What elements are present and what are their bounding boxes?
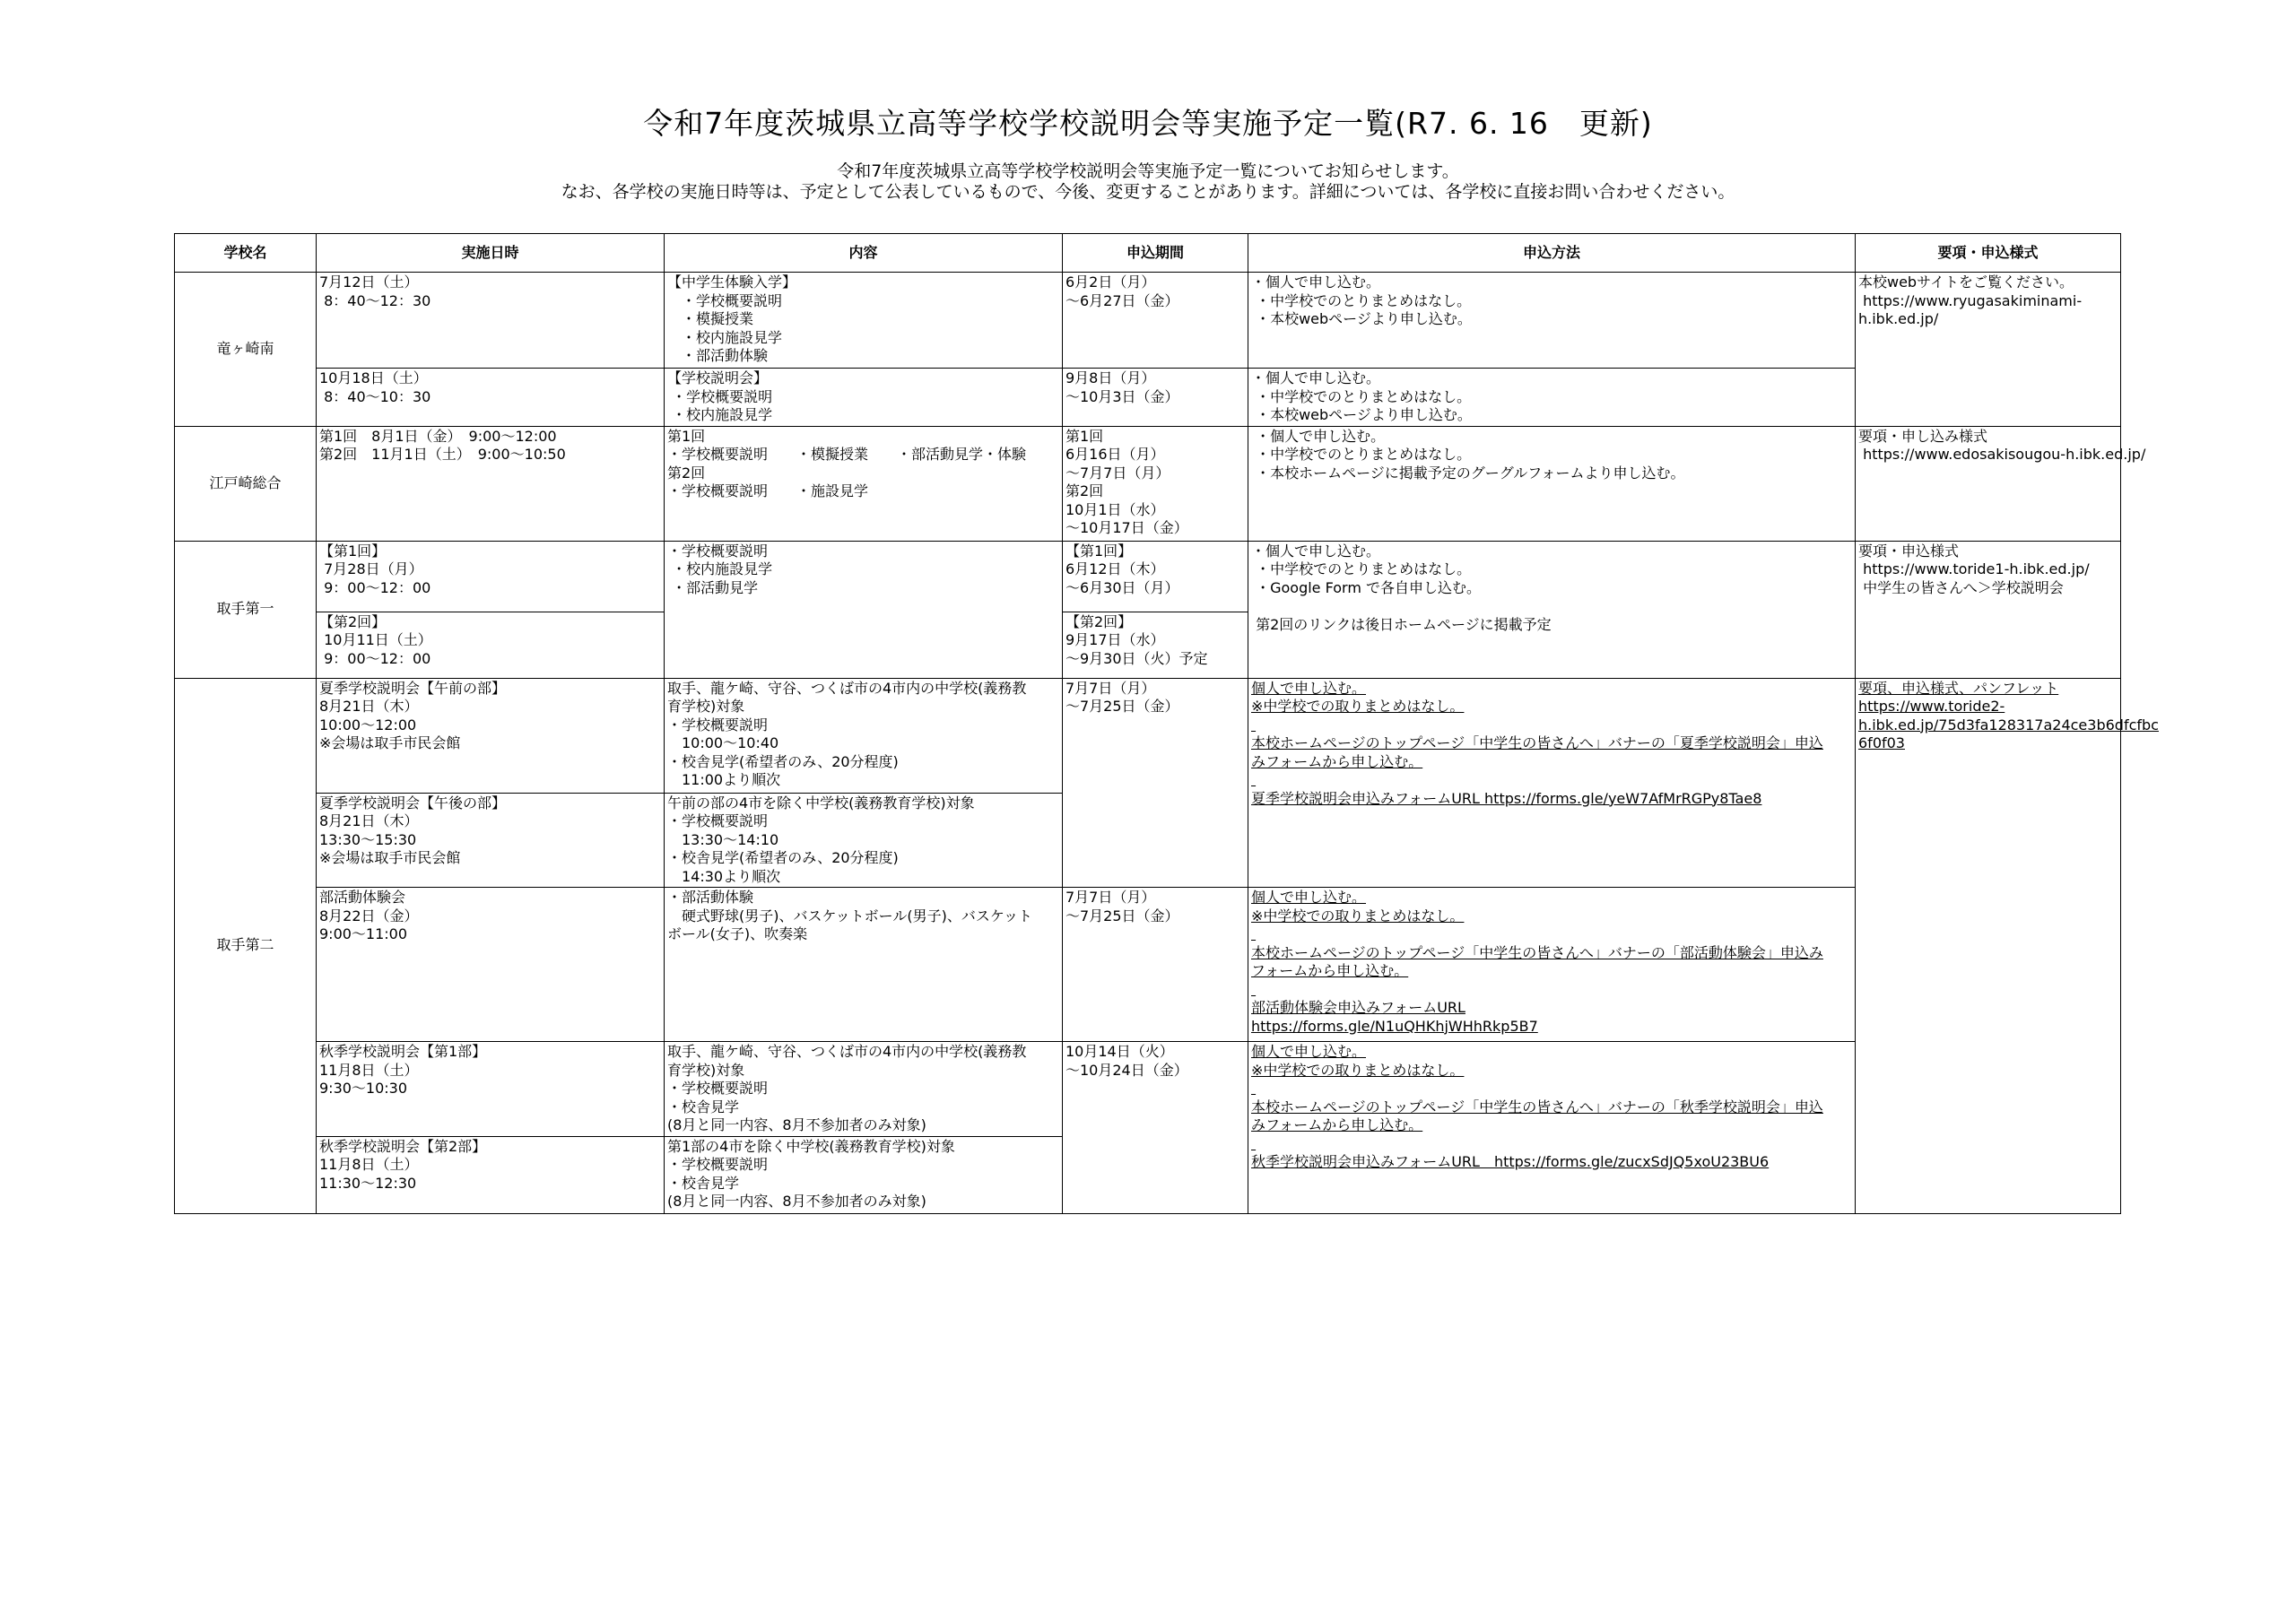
cell-line: 第1回 bbox=[667, 427, 706, 445]
cell-line: ・模擬授業 bbox=[667, 310, 754, 327]
cell-line: 9:00～11:00 bbox=[319, 925, 408, 942]
cell-line: 第2回 bbox=[1065, 482, 1104, 499]
content-cell bbox=[665, 426, 1063, 541]
cell-line: 第2回 bbox=[667, 464, 706, 482]
table-row bbox=[175, 888, 2121, 1042]
cell-line: 10月11日（土） bbox=[319, 631, 432, 648]
cell-line: 7月28日（月） bbox=[319, 560, 423, 577]
cell-line: ・学校概要説明 bbox=[667, 812, 769, 829]
cell-line: ※中学校での取りまとめはなし。 bbox=[1251, 907, 1465, 924]
cell-line: 午前の部の4市を除く中学校(義務教育学校)対象 bbox=[667, 794, 975, 812]
school-name: 江戸崎総合 bbox=[175, 426, 317, 541]
period-cell bbox=[1063, 678, 1248, 888]
cell-line: 個人で申し込む。 bbox=[1251, 1043, 1367, 1060]
cell-line: みフォームから申し込む。 bbox=[1251, 752, 1423, 770]
cell-line: 本校ホームページのトップページ「中学生の皆さんへ」バナーの「部活動体験会」申込み bbox=[1251, 943, 1823, 961]
cell-line: (8月と同一内容、8月不参加者のみ対象) bbox=[667, 1193, 926, 1210]
header-content: 内容 bbox=[665, 234, 1063, 273]
content-cell bbox=[665, 678, 1063, 793]
cell-line: h.ibk.ed.jp/ bbox=[1858, 310, 1939, 327]
cell-line: ・学校概要説明 bbox=[667, 1080, 769, 1097]
method-cell bbox=[1248, 888, 1856, 1042]
header-method: 申込方法 bbox=[1248, 234, 1856, 273]
table-row bbox=[175, 541, 2121, 612]
cell-line: 10:00～10:40 bbox=[667, 734, 779, 751]
cell-line: ・校舎見学(希望者のみ、20分程度) bbox=[667, 849, 899, 866]
cell-line: ～7月7日（月） bbox=[1065, 464, 1170, 482]
cell-line: 【第2回】 bbox=[319, 612, 387, 630]
datetime-cell bbox=[317, 273, 665, 369]
cell-line: 第1部の4市を除く中学校(義務教育学校)対象 bbox=[667, 1137, 955, 1155]
cell-line: 個人で申し込む。 bbox=[1251, 679, 1367, 697]
cell-line: ・個人で申し込む。 bbox=[1251, 273, 1381, 291]
cell-line: ・校内施設見学 bbox=[667, 560, 773, 577]
cell-line: フォームから申し込む。 bbox=[1251, 962, 1409, 979]
cell-line: 10:00～12:00 bbox=[319, 716, 417, 733]
cell-line: 10月1日（水） bbox=[1065, 500, 1165, 518]
datetime-cell bbox=[317, 426, 665, 541]
cell-line: 9：00～12：00 bbox=[319, 649, 431, 667]
cell-line: 【第2回】 bbox=[1065, 612, 1133, 630]
cell-line: ・学校概要説明 bbox=[667, 1156, 769, 1173]
cell-line: ・学校概要説明 ・施設見学 bbox=[667, 482, 869, 499]
cell-line: ・中学校でのとりまとめはなし。 bbox=[1251, 560, 1472, 577]
method-cell bbox=[1248, 1042, 1856, 1214]
cell-line: 秋季学校説明会【第2部】 bbox=[319, 1137, 487, 1155]
cell-line: 中学生の皆さんへ＞学校説明会 bbox=[1858, 578, 2064, 596]
cell-line: ※中学校での取りまとめはなし。 bbox=[1251, 1061, 1465, 1079]
table-row bbox=[175, 426, 2121, 541]
cell-line: ・校舎見学 bbox=[667, 1174, 740, 1192]
period-cell bbox=[1063, 541, 1248, 612]
cell-line: 11:30～12:30 bbox=[319, 1174, 417, 1192]
cell-line: ～6月30日（月） bbox=[1065, 578, 1179, 596]
period-cell bbox=[1063, 612, 1248, 678]
cell-line: 硬式野球(男子)、バスケットボール(男子)、バスケット bbox=[667, 907, 1033, 924]
header-row bbox=[175, 234, 2121, 273]
cell-line: ～10月3日（金） bbox=[1065, 387, 1179, 405]
cell-line: 10月18日（土） bbox=[319, 369, 428, 386]
school-name: 取手第一 bbox=[175, 541, 317, 678]
cell-line: ・学校概要説明 ・模擬授業 ・部活動見学・体験 bbox=[667, 446, 1027, 463]
cell-line bbox=[1251, 1080, 1852, 1098]
cell-line: 秋季学校説明会【第1部】 bbox=[319, 1043, 487, 1060]
cell-line: 10月14日（火） bbox=[1065, 1043, 1174, 1060]
guidelines-cell bbox=[1856, 426, 2146, 541]
table-row bbox=[175, 273, 2121, 369]
cell-line: 本校webサイトをご覧ください。 bbox=[1858, 273, 2074, 291]
cell-line: 11月8日（土） bbox=[319, 1156, 419, 1173]
cell-line: ・個人で申し込む。 bbox=[1251, 427, 1386, 445]
content-cell bbox=[665, 541, 1063, 678]
cell-line: https://www.toride1-h.ibk.ed.jp/ bbox=[1858, 560, 2090, 577]
cell-line: 7月7日（月） bbox=[1065, 679, 1156, 697]
content-cell bbox=[665, 273, 1063, 369]
cell-line: https://www.edosakisougou-h.ibk.ed.jp/ bbox=[1858, 446, 2146, 463]
cell-line bbox=[1251, 771, 1852, 790]
content-cell bbox=[665, 1042, 1063, 1137]
cell-line: ～9月30日（火）予定 bbox=[1065, 649, 1208, 667]
cell-line: 夏季学校説明会【午前の部】 bbox=[319, 679, 507, 697]
cell-line: 【学校説明会】 bbox=[667, 369, 769, 386]
cell-line: ・中学校でのとりまとめはなし。 bbox=[1251, 291, 1472, 309]
datetime-cell bbox=[317, 888, 665, 1042]
cell-line: ・校舎見学 bbox=[667, 1098, 740, 1115]
cell-line: 8：40～12：30 bbox=[319, 291, 431, 309]
cell-line: ・中学校でのとりまとめはなし。 bbox=[1251, 446, 1472, 463]
content-cell bbox=[665, 369, 1063, 427]
cell-line bbox=[1251, 925, 1852, 944]
school-name: 取手第二 bbox=[175, 678, 317, 1213]
cell-line: ・部活動見学 bbox=[667, 578, 759, 596]
content-cell bbox=[665, 888, 1063, 1042]
cell-line: 第2回 11月1日（土） 9:00～10:50 bbox=[319, 446, 566, 463]
cell-line: ・個人で申し込む。 bbox=[1251, 369, 1381, 386]
cell-line: 8月21日（木） bbox=[319, 698, 419, 715]
content-cell bbox=[665, 1136, 1063, 1213]
cell-line: ・校舎見学(希望者のみ、20分程度) bbox=[667, 752, 899, 770]
method-cell bbox=[1248, 426, 1856, 541]
cell-line: https://www.toride2- bbox=[1858, 698, 2005, 715]
cell-line: ・部活動体験 bbox=[667, 347, 769, 364]
cell-line: 7月12日（土） bbox=[319, 273, 419, 291]
intro-text bbox=[0, 161, 2296, 203]
cell-line: 部活動体験会申込みフォームURL bbox=[1251, 999, 1465, 1016]
cell-line: 13:30～14:10 bbox=[667, 830, 779, 848]
cell-line: 9月17日（水） bbox=[1065, 631, 1165, 648]
header-period: 申込期間 bbox=[1063, 234, 1248, 273]
school-name: 竜ヶ崎南 bbox=[175, 273, 317, 427]
cell-line bbox=[1251, 716, 1852, 735]
cell-line: 【中学生体験入学】 bbox=[667, 273, 797, 291]
schedule-table bbox=[174, 233, 2159, 1214]
cell-line: 夏季学校説明会【午後の部】 bbox=[319, 794, 507, 812]
cell-line: ・本校webページより申し込む。 bbox=[1251, 406, 1472, 423]
cell-line: (8月と同一内容、8月不参加者のみ対象) bbox=[667, 1116, 926, 1133]
method-cell bbox=[1248, 369, 1856, 427]
cell-line: 【第1回】 bbox=[1065, 542, 1133, 560]
datetime-cell bbox=[317, 541, 665, 612]
cell-line: 6月2日（月） bbox=[1065, 273, 1156, 291]
cell-line: 部活動体験会 bbox=[319, 889, 406, 906]
cell-line: 11月8日（土） bbox=[319, 1061, 419, 1079]
cell-line: ～7月25日（金） bbox=[1065, 907, 1179, 924]
cell-line: 6月12日（木） bbox=[1065, 560, 1165, 577]
cell-line: ～10月17日（金） bbox=[1065, 519, 1188, 536]
cell-line: ・学校概要説明 bbox=[667, 542, 769, 560]
cell-line: ～7月25日（金） bbox=[1065, 698, 1179, 715]
cell-line: ・校内施設見学 bbox=[667, 328, 783, 346]
header-school: 学校名 bbox=[175, 234, 317, 273]
period-cell bbox=[1063, 273, 1248, 369]
cell-line: ※中学校での取りまとめはなし。 bbox=[1251, 698, 1465, 715]
cell-line: 13:30～15:30 bbox=[319, 830, 417, 848]
cell-line: 9月8日（月） bbox=[1065, 369, 1156, 386]
header-guidelines: 要項・申込様式 bbox=[1856, 234, 2121, 273]
cell-line: 6f0f03 bbox=[1858, 734, 1905, 751]
cell-line: ・個人で申し込む。 bbox=[1251, 542, 1381, 560]
cell-line: https://www.ryugasakiminami- bbox=[1858, 291, 2083, 309]
cell-line: 9：00～12：00 bbox=[319, 578, 431, 596]
cell-line: ボール(女子)、吹奏楽 bbox=[667, 925, 808, 942]
cell-line bbox=[1251, 1135, 1852, 1154]
cell-line: ※会場は取手市民会館 bbox=[319, 734, 461, 751]
datetime-cell bbox=[317, 612, 665, 678]
cell-line: 第1回 bbox=[1065, 427, 1104, 445]
cell-line: ～6月27日（金） bbox=[1065, 291, 1179, 309]
datetime-cell bbox=[317, 793, 665, 888]
cell-line: 11:00より順次 bbox=[667, 771, 781, 788]
cell-line: ※会場は取手市民会館 bbox=[319, 849, 461, 866]
cell-line: ・中学校でのとりまとめはなし。 bbox=[1251, 387, 1472, 405]
cell-line: 育学校)対象 bbox=[667, 698, 745, 715]
cell-line bbox=[1251, 597, 1852, 616]
cell-line: 育学校)対象 bbox=[667, 1061, 745, 1079]
cell-line: ・部活動体験 bbox=[667, 889, 754, 906]
period-cell bbox=[1063, 888, 1248, 1042]
cell-line: 【第1回】 bbox=[319, 542, 387, 560]
cell-line: ・Google Form で各自申し込む。 bbox=[1251, 578, 1481, 596]
header-datetime: 実施日時 bbox=[317, 234, 665, 273]
cell-line: 8：40～10：30 bbox=[319, 387, 431, 405]
method-cell bbox=[1248, 273, 1856, 369]
cell-line: 本校ホームページのトップページ「中学生の皆さんへ」バナーの「秋季学校説明会」申込 bbox=[1251, 1098, 1823, 1115]
guidelines-cell bbox=[1856, 273, 2121, 427]
cell-line: 本校ホームページのトップページ「中学生の皆さんへ」バナーの「夏季学校説明会」申込 bbox=[1251, 734, 1823, 751]
intro-line: 令和7年度茨城県立高等学校学校説明会等実施予定一覧についてお知らせします。 bbox=[837, 161, 1459, 181]
cell-line: ・本校webページより申し込む。 bbox=[1251, 310, 1472, 327]
table-row bbox=[175, 369, 2121, 427]
intro-line: なお、各学校の実施日時等は、予定として公表しているもので、今後、変更することがあります。詳細については、各学校に直接お問い合わせください。 bbox=[561, 182, 1735, 202]
datetime-cell bbox=[317, 678, 665, 793]
method-cell bbox=[1248, 541, 1856, 678]
cell-line: 要項・申し込み様式 bbox=[1858, 427, 1988, 445]
cell-line: 第1回 8月1日（金） 9:00～12:00 bbox=[319, 427, 557, 445]
period-cell bbox=[1063, 1042, 1248, 1214]
cell-line: 6月16日（月） bbox=[1065, 446, 1165, 463]
cell-line: ・校内施設見学 bbox=[667, 406, 773, 423]
cell-line: https://forms.gle/N1uQHKhjWHhRkp5B7 bbox=[1251, 1017, 1538, 1035]
cell-line: 取手、龍ケ崎、守谷、つくば市の4市内の中学校(義務教 bbox=[667, 679, 1027, 697]
guidelines-cell bbox=[1856, 541, 2121, 678]
cell-line: みフォームから申し込む。 bbox=[1251, 1116, 1423, 1133]
period-cell bbox=[1063, 426, 1248, 541]
cell-line: 要項・申込様式 bbox=[1858, 542, 1960, 560]
cell-line: ・本校ホームページに掲載予定のグーグルフォームより申し込む。 bbox=[1251, 464, 1685, 482]
table-row bbox=[175, 1042, 2121, 1137]
cell-line: 8月21日（木） bbox=[319, 812, 419, 829]
method-cell bbox=[1248, 678, 1856, 888]
guidelines-cell bbox=[1856, 678, 2159, 1213]
cell-line: 取手、龍ケ崎、守谷、つくば市の4市内の中学校(義務教 bbox=[667, 1043, 1027, 1060]
datetime-cell bbox=[317, 1042, 665, 1137]
cell-line: 要項、申込様式、パンフレット bbox=[1858, 679, 2059, 697]
cell-line: 第2回のリンクは後日ホームページに掲載予定 bbox=[1251, 615, 1552, 633]
period-cell bbox=[1063, 369, 1248, 427]
cell-line: ・学校概要説明 bbox=[667, 291, 783, 309]
cell-line: 個人で申し込む。 bbox=[1251, 889, 1367, 906]
cell-line: ～10月24日（金） bbox=[1065, 1061, 1188, 1079]
cell-line: 夏季学校説明会申込みフォームURL https://forms.gle/yeW7AfMrRGPy8Tae8 bbox=[1251, 789, 1762, 807]
content-cell bbox=[665, 793, 1063, 888]
cell-line bbox=[1251, 981, 1852, 1000]
cell-line: ・学校概要説明 bbox=[667, 716, 769, 733]
page-title: 令和7年度茨城県立高等学校学校説明会等実施予定一覧(R7. 6. 16 更新) bbox=[643, 106, 1653, 141]
table-row bbox=[175, 678, 2121, 793]
cell-line: 8月22日（金） bbox=[319, 907, 419, 924]
datetime-cell bbox=[317, 1136, 665, 1213]
cell-line: 14:30より順次 bbox=[667, 867, 781, 885]
cell-line: 9:30～10:30 bbox=[319, 1080, 408, 1097]
cell-line: 秋季学校説明会申込みフォームURL https://forms.gle/zucxSdJQ5xoU23BU6 bbox=[1251, 1153, 1770, 1170]
cell-line: 7月7日（月） bbox=[1065, 889, 1156, 906]
cell-line: h.ibk.ed.jp/75d3fa128317a24ce3b6dfcfbc bbox=[1858, 716, 2159, 733]
cell-line: ・学校概要説明 bbox=[667, 387, 773, 405]
datetime-cell bbox=[317, 369, 665, 427]
